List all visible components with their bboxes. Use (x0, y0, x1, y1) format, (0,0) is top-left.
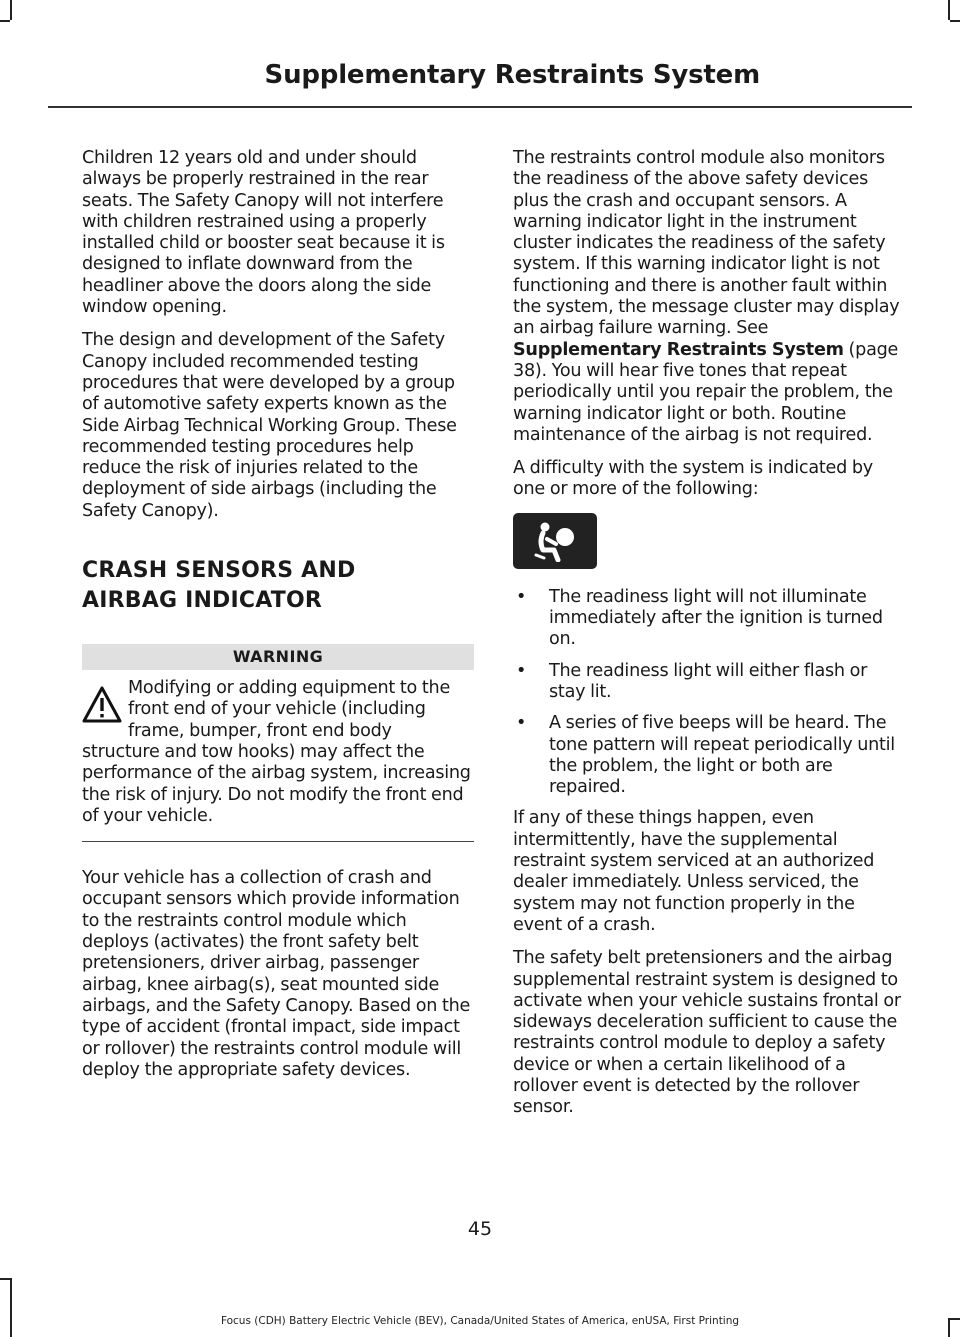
section-heading-line: AIRBAG INDICATOR (82, 588, 323, 614)
paragraph: The safety belt pretensioners and the airbag supplemental restraint system is designed to activate when your vehicle sustains frontal or sideways deceleration sufficient to cause the restraints control module to deploy a safety device or when a certain likelihood of a rollover event is detected by the rollover sensor. (513, 948, 901, 1118)
airbag-warning-icon-glyph (532, 520, 578, 562)
airbag-warning-icon (513, 513, 597, 569)
paragraph (513, 148, 907, 446)
page-number: 45 (467, 1218, 493, 1240)
crop-mark (10, 1278, 12, 1337)
page-header-title: Supplementary Restraints System (264, 60, 760, 90)
crop-mark (948, 0, 950, 20)
list-item-text: A series of five beeps will be heard. The tone pattern will repeat periodically until the problem, the light or both are repaired. (549, 713, 895, 798)
crop-mark (0, 1278, 10, 1280)
warning-box (82, 678, 474, 827)
bullet-marker: • (516, 660, 527, 681)
list-item-text: The readiness light will not illuminate immediately after the ignition is turned on. (549, 586, 883, 650)
bullet-marker: • (516, 713, 527, 734)
left-column (82, 148, 474, 1093)
paragraph: A difficulty with the system is indicated by one or more of the following: (513, 458, 873, 500)
crop-mark (10, 0, 12, 20)
bullet-marker: • (516, 586, 527, 607)
warning-divider (82, 841, 474, 842)
paragraph: The design and development of the Safety Canopy included recommended testing procedures that were developed by a group of automotive safety experts known as the Side Airbag Technical Working Group. These recommended testing procedures help reduce the risk of injuries related to the deployment of side airbags (including the Safety Canopy). (82, 330, 457, 521)
paragraph: Children 12 years old and under should always be properly restrained in the rear seats. The Safety Canopy will not interfere with children restrained using a properly installed child or booster seat because it is designed to inflate downward from the headliner above the doors along the side window opening. (82, 148, 445, 318)
warning-text: Modifying or adding equipment to the front end of your vehicle (including frame, bumper, front end body structure and tow hooks) may affect the performance of the airbag system, increasing the risk of injury. Do not modify the front end of your vehicle. (82, 678, 471, 826)
cross-reference-link[interactable]: Supplementary Restraints System (513, 339, 844, 360)
list-item-text: The readiness light will either flash or stay lit. (549, 660, 868, 702)
warning-label: WARNING (82, 644, 474, 670)
paragraph: If any of these things happen, even intermittently, have the supplemental restraint system serviced at an authorized dealer immediately. Unless serviced, the system may not function properly in the event of a crash. (513, 808, 875, 935)
bullet-list (513, 587, 907, 799)
section-heading (82, 556, 474, 616)
section-heading-line: CRASH SENSORS AND (82, 558, 356, 584)
list-item (513, 587, 907, 651)
right-column (513, 148, 907, 1131)
crop-mark (0, 20, 10, 22)
text: The restraints control module also monitors the readiness of the above safety devices plus the crash and occupant sensors. A warning indicator light in the instrument cluster indicates the readiness of the safety system. If this warning indicator light is not functioning and there is another fault within the system, the message cluster may display an airbag failure warning. See (513, 148, 900, 339)
header-divider (48, 106, 912, 108)
footer-text: Focus (CDH) Battery Electric Vehicle (BEV), Canada/United States of America, enUSA, First Printing (220, 1315, 740, 1327)
paragraph: Your vehicle has a collection of crash and occupant sensors which provide information to the restraints control module which deploys (activates) the front safety belt pretensioners, driver airbag, passenger airbag, knee airbag(s), seat mounted side airbags, and the Safety Canopy. Based on the type of accident (frontal impact, side impact or rollover) the restraints control module will deploy the appropriate safety devices. (82, 868, 471, 1080)
list-item (513, 713, 907, 798)
warning-triangle-icon (82, 682, 122, 728)
crop-mark (950, 20, 960, 22)
list-item (513, 661, 907, 704)
text: (page 38). You will hear five tones that repeat periodically until you repair the problem, the warning indicator light or both. Routine maintenance of the airbag is not required. (513, 339, 899, 445)
